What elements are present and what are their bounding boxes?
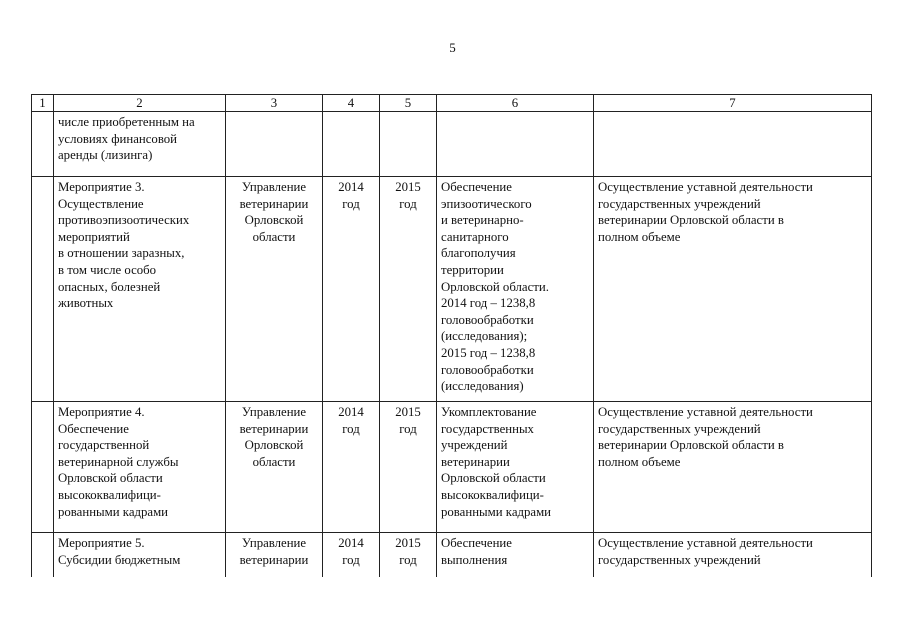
header-cell: 2 [54, 95, 226, 112]
cell-text-line: 2015 [395, 405, 421, 419]
cell-text-line: опасных, болезней [58, 279, 161, 294]
start-year-cell [323, 112, 380, 177]
consequence-cell [594, 533, 872, 578]
cell-text-line: благополучия [441, 246, 516, 261]
cell-text-line: год [399, 552, 417, 567]
cell-text-line: государственных учреждений [598, 421, 761, 436]
header-cell: 1 [32, 95, 54, 112]
cell-text-line: мероприятий [58, 229, 130, 244]
cell-text-line: 2014 [338, 405, 364, 419]
executor-cell [226, 112, 323, 177]
consequence-cell [594, 177, 872, 402]
cell-text-line: Орловской [244, 213, 304, 228]
cell-text-line: числе приобретенным на [58, 115, 195, 129]
cell-text-line: Орловской [244, 438, 304, 453]
cell-text-line: ветеринарной службы [58, 454, 179, 469]
cell-text-line: головообработки [441, 312, 534, 327]
cell-text-line: учреждений [441, 438, 508, 453]
cell-text-line: полном объеме [598, 454, 681, 469]
row-number-cell [32, 402, 54, 533]
cell-text-line: (исследования) [441, 379, 524, 394]
header-row [32, 95, 872, 112]
header-cell: 4 [323, 95, 380, 112]
table-row [32, 177, 872, 402]
end-year-cell [380, 402, 437, 533]
cell-text-line: Осуществление уставной деятельности [598, 180, 813, 194]
cell-text-line: рованными кадрами [441, 504, 552, 519]
cell-text-line: ветеринарии [441, 454, 510, 469]
measures-table [31, 94, 872, 577]
cell-text-line: год [342, 421, 360, 436]
cell-text-line: Орловской области [441, 471, 546, 486]
header-cell: 5 [380, 95, 437, 112]
table-row [32, 533, 872, 578]
cell-text-line: области [252, 454, 296, 469]
cell-text-line: ветеринарии Орловской области в [598, 438, 784, 453]
cell-text-line: Осуществление уставной деятельности [598, 405, 813, 419]
cell-text-line: Осуществление уставной деятельности [598, 536, 813, 550]
cell-text-line: государственных учреждений [598, 552, 761, 567]
consequence-cell [594, 112, 872, 177]
cell-text-line: области [252, 229, 296, 244]
row-number-cell [32, 177, 54, 402]
row-number-cell [32, 533, 54, 578]
cell-text-line: Орловской области [58, 471, 163, 486]
cell-text-line: государственных учреждений [598, 196, 761, 211]
cell-text-line: территории [441, 262, 504, 277]
cell-text-line: и ветеринарно- [441, 213, 524, 228]
cell-text-line: высококвалифици- [441, 487, 544, 502]
cell-text-line: ветеринарии [239, 196, 309, 211]
expected-result-cell [437, 402, 594, 533]
cell-text-line: Мероприятие 5. [58, 536, 145, 550]
expected-result-cell [437, 112, 594, 177]
cell-text-line: ветеринарии Орловской области в [598, 213, 784, 228]
cell-text-line: аренды (лизинга) [58, 148, 153, 163]
expected-result-cell [437, 533, 594, 578]
consequence-cell [594, 402, 872, 533]
executor-cell [226, 533, 323, 578]
cell-text-line: в том числе особо [58, 262, 157, 277]
row-number-cell [32, 112, 54, 177]
cell-text-line: 2015 [395, 536, 421, 550]
cell-text-line: Укомплектование [441, 405, 537, 419]
cell-text-line: Управление [241, 405, 307, 419]
start-year-cell [323, 533, 380, 578]
measure-cell [54, 112, 226, 177]
start-year-cell [323, 177, 380, 402]
cell-text-line: 2015 год – 1238,8 [441, 345, 536, 360]
cell-text-line: ветеринарии [239, 421, 309, 436]
header-cell: 7 [594, 95, 872, 112]
cell-text-line: Управление [241, 180, 307, 194]
page-number: 5 [449, 40, 456, 55]
cell-text-line: полном объеме [598, 229, 681, 244]
executor-cell [226, 177, 323, 402]
cell-text-line: год [399, 421, 417, 436]
cell-text-line: высококвалифици- [58, 487, 161, 502]
cell-text-line: год [342, 196, 360, 211]
measure-cell [54, 533, 226, 578]
cell-text-line: головообработки [441, 362, 534, 377]
cell-text-line: год [342, 552, 360, 567]
cell-text-line: 2014 год – 1238,8 [441, 296, 536, 311]
cell-text-line: Мероприятие 3. [58, 180, 145, 194]
cell-text-line: 2015 [395, 180, 421, 194]
cell-text-line: государственных [441, 421, 534, 436]
cell-text-line: 2014 [338, 536, 364, 550]
cell-text-line: Управление [241, 536, 307, 550]
cell-text-line: Субсидии бюджетным [58, 552, 181, 567]
cell-text-line: санитарного [441, 229, 509, 244]
cell-text-line: условиях финансовой [58, 131, 178, 146]
table-row [32, 402, 872, 533]
cell-text-line: ветеринарии [239, 552, 309, 567]
cell-text-line: год [399, 196, 417, 211]
executor-cell [226, 402, 323, 533]
cell-text-line: Обеспечение [441, 180, 512, 194]
end-year-cell [380, 533, 437, 578]
measure-cell [54, 402, 226, 533]
table-row [32, 112, 872, 177]
cell-text-line: рованными кадрами [58, 504, 169, 519]
cell-text-line: Обеспечение [58, 421, 129, 436]
end-year-cell [380, 177, 437, 402]
cell-text-line: эпизоотического [441, 196, 532, 211]
cell-text-line: (исследования); [441, 329, 528, 344]
cell-text-line: Осуществление [58, 196, 144, 211]
cell-text-line: в отношении заразных, [58, 246, 185, 261]
cell-text-line: животных [58, 296, 114, 311]
start-year-cell [323, 402, 380, 533]
expected-result-cell [437, 177, 594, 402]
cell-text-line: Мероприятие 4. [58, 405, 145, 419]
header-cell: 3 [226, 95, 323, 112]
header-cell: 6 [437, 95, 594, 112]
end-year-cell [380, 112, 437, 177]
cell-text-line: противоэпизоотических [58, 213, 190, 228]
cell-text-line: выполнения [441, 552, 508, 567]
cell-text-line: государственной [58, 438, 150, 453]
cell-text-line: 2014 [338, 180, 364, 194]
cell-text-line: Орловской области. [441, 279, 549, 294]
measure-cell [54, 177, 226, 402]
cell-text-line: Обеспечение [441, 536, 512, 550]
